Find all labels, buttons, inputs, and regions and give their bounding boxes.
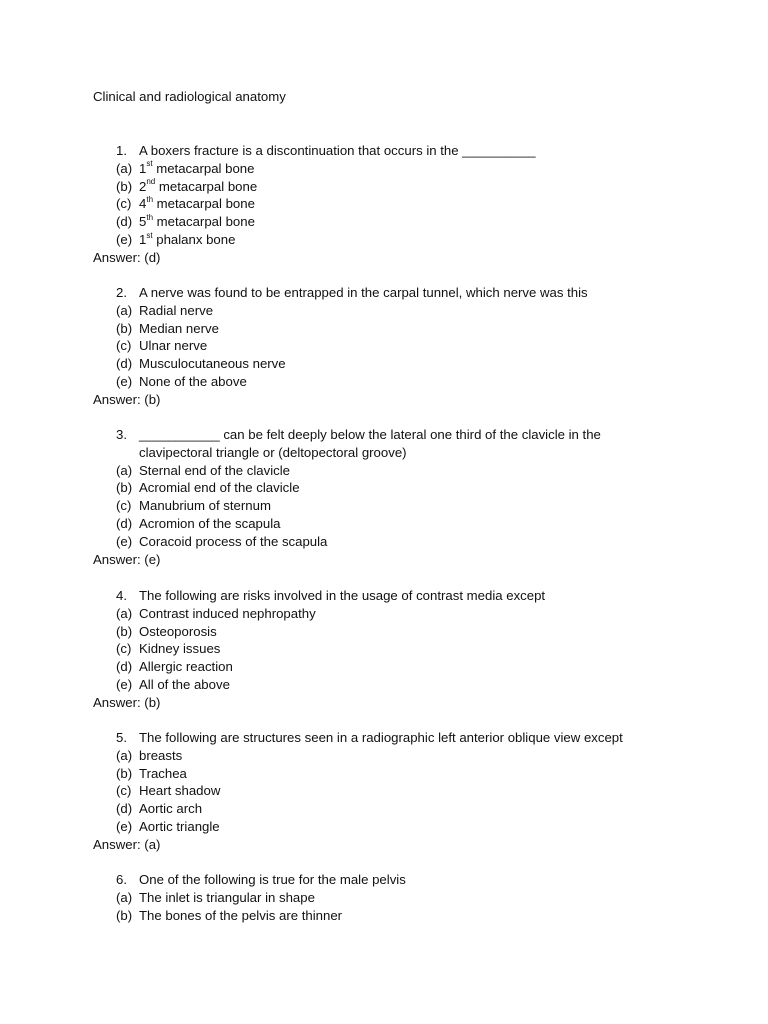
option-item — [0, 605, 768, 623]
option-label: (e) — [116, 533, 133, 549]
question-number: 6. — [116, 872, 127, 887]
option-label: (d) — [116, 801, 133, 817]
option-label: (b) — [116, 907, 133, 923]
answer-line — [0, 836, 768, 854]
question-line — [0, 284, 768, 302]
option-label: (d) — [116, 356, 133, 372]
option-item — [0, 302, 768, 320]
ordinal-number: 1 — [139, 160, 147, 176]
option-label: (e) — [116, 676, 133, 692]
option-item — [0, 320, 768, 338]
option-label: (a) — [116, 462, 133, 478]
question-text: A boxers fracture is a discontinuation that occurs in the __________ — [139, 143, 536, 158]
option-item — [0, 658, 768, 676]
option-item — [0, 479, 768, 497]
option-item — [0, 623, 768, 641]
question-text: ___________ can be felt deeply below the lateral one third of the clavicle in the — [139, 427, 601, 442]
question-number: 3. — [116, 427, 127, 442]
option-text — [139, 160, 254, 178]
ordinal-number: 4 — [139, 196, 147, 212]
option-text: Manubrium of sternum — [139, 498, 271, 514]
option-label: (b) — [116, 320, 133, 336]
ordinal-suffix: nd — [146, 177, 156, 187]
question-text: One of the following is true for the male pelvis — [139, 872, 406, 887]
ordinal-number: 5 — [139, 214, 147, 230]
option-label: (d) — [116, 515, 133, 531]
option-text: The inlet is triangular in shape — [139, 889, 315, 905]
option-text: Kidney issues — [139, 641, 221, 657]
option-label: (d) — [116, 214, 133, 230]
option-item — [0, 800, 768, 818]
question-2 — [0, 284, 768, 409]
option-text — [139, 178, 257, 196]
option-label: (b) — [116, 178, 133, 194]
option-text-rest: metacarpal bone — [155, 178, 258, 194]
question-line — [0, 587, 768, 605]
option-item — [0, 640, 768, 658]
option-item — [0, 765, 768, 783]
question-line — [0, 142, 768, 160]
option-label: (e) — [116, 818, 133, 834]
option-item — [0, 782, 768, 800]
option-item — [0, 373, 768, 391]
ordinal-suffix: st — [146, 230, 153, 240]
option-text: The bones of the pelvis are thinner — [139, 907, 343, 923]
question-line — [0, 871, 768, 889]
answer-line — [0, 249, 768, 267]
question-1 — [0, 142, 768, 267]
option-text: Acromion of the scapula — [139, 515, 281, 531]
option-item — [0, 337, 768, 355]
option-item — [0, 818, 768, 836]
question-number: 1. — [116, 143, 127, 158]
option-text-rest: phalanx bone — [152, 231, 236, 247]
option-item — [0, 195, 768, 213]
option-text: Radial nerve — [139, 302, 214, 318]
option-label: (c) — [116, 196, 132, 212]
question-line — [0, 729, 768, 747]
option-label: (c) — [116, 498, 132, 514]
option-label: (a) — [116, 160, 133, 176]
answer-text: Answer: (d) — [93, 249, 161, 265]
question-text: A nerve was found to be entrapped in the carpal tunnel, which nerve was this — [139, 285, 588, 300]
option-text: Acromial end of the clavicle — [139, 480, 300, 496]
option-item — [0, 355, 768, 373]
option-item — [0, 213, 768, 231]
option-text — [139, 195, 255, 213]
option-text: breasts — [139, 747, 183, 763]
option-label: (c) — [116, 641, 132, 657]
question-4 — [0, 587, 768, 712]
option-text-rest: metacarpal bone — [152, 160, 255, 176]
option-text: None of the above — [139, 373, 247, 389]
option-text: All of the above — [139, 676, 230, 692]
option-label: (a) — [116, 605, 133, 621]
option-label: (b) — [116, 480, 133, 496]
option-item — [0, 497, 768, 515]
question-text: The following are structures seen in a radiographic left anterior oblique view except — [139, 730, 623, 745]
ordinal-suffix: st — [146, 159, 153, 169]
question-text: The following are risks involved in the usage of contrast media except — [139, 588, 546, 603]
answer-text: Answer: (b) — [93, 391, 161, 407]
answer-line — [0, 551, 768, 569]
answer-line — [0, 694, 768, 712]
option-item — [0, 907, 768, 925]
option-label: (a) — [116, 889, 133, 905]
option-text-rest: metacarpal bone — [153, 214, 255, 230]
option-item — [0, 747, 768, 765]
option-label: (a) — [116, 302, 133, 318]
option-text: Osteoporosis — [139, 623, 217, 639]
answer-text: Answer: (e) — [93, 551, 161, 567]
option-label: (c) — [116, 783, 132, 799]
option-item — [0, 676, 768, 694]
answer-text: Answer: (b) — [93, 694, 161, 710]
option-item — [0, 160, 768, 178]
option-text: Musculocutaneous nerve — [139, 356, 286, 372]
question-line — [0, 444, 768, 462]
option-label: (c) — [116, 338, 132, 354]
question-5 — [0, 729, 768, 854]
option-item — [0, 515, 768, 533]
option-item — [0, 533, 768, 551]
option-text: Allergic reaction — [139, 659, 233, 675]
question-number: 4. — [116, 588, 127, 603]
question-line — [0, 426, 768, 444]
option-item — [0, 178, 768, 196]
option-text — [139, 213, 255, 231]
question-text: clavipectoral triangle or (deltopectoral groove) — [139, 444, 407, 460]
question-number: 5. — [116, 730, 127, 745]
option-label: (b) — [116, 623, 133, 639]
option-text: Aortic arch — [139, 801, 203, 817]
question-6 — [0, 871, 768, 924]
ordinal-number: 1 — [139, 231, 147, 247]
option-item — [0, 889, 768, 907]
answer-text: Answer: (a) — [93, 836, 161, 852]
document-title: Clinical and radiological anatomy — [93, 89, 286, 104]
option-text — [139, 231, 235, 249]
option-text: Sternal end of the clavicle — [139, 462, 291, 478]
answer-line — [0, 391, 768, 409]
ordinal-suffix: th — [146, 195, 154, 204]
question-3 — [0, 426, 768, 568]
option-text: Heart shadow — [139, 783, 221, 799]
option-label: (e) — [116, 373, 133, 389]
option-text: Coracoid process of the scapula — [139, 533, 328, 549]
option-text: Trachea — [139, 765, 187, 781]
ordinal-suffix: th — [146, 212, 154, 222]
option-item — [0, 462, 768, 480]
option-text: Aortic triangle — [139, 818, 220, 834]
option-text: Median nerve — [139, 320, 219, 336]
option-text: Ulnar nerve — [139, 338, 208, 354]
question-number: 2. — [116, 285, 127, 300]
option-label: (b) — [116, 765, 133, 781]
option-item — [0, 231, 768, 249]
option-label: (d) — [116, 659, 133, 675]
ordinal-number: 2 — [139, 178, 147, 194]
option-text: Contrast induced nephropathy — [139, 605, 316, 621]
option-text-rest: metacarpal bone — [153, 196, 255, 212]
option-label: (e) — [116, 231, 133, 247]
option-label: (a) — [116, 747, 133, 763]
